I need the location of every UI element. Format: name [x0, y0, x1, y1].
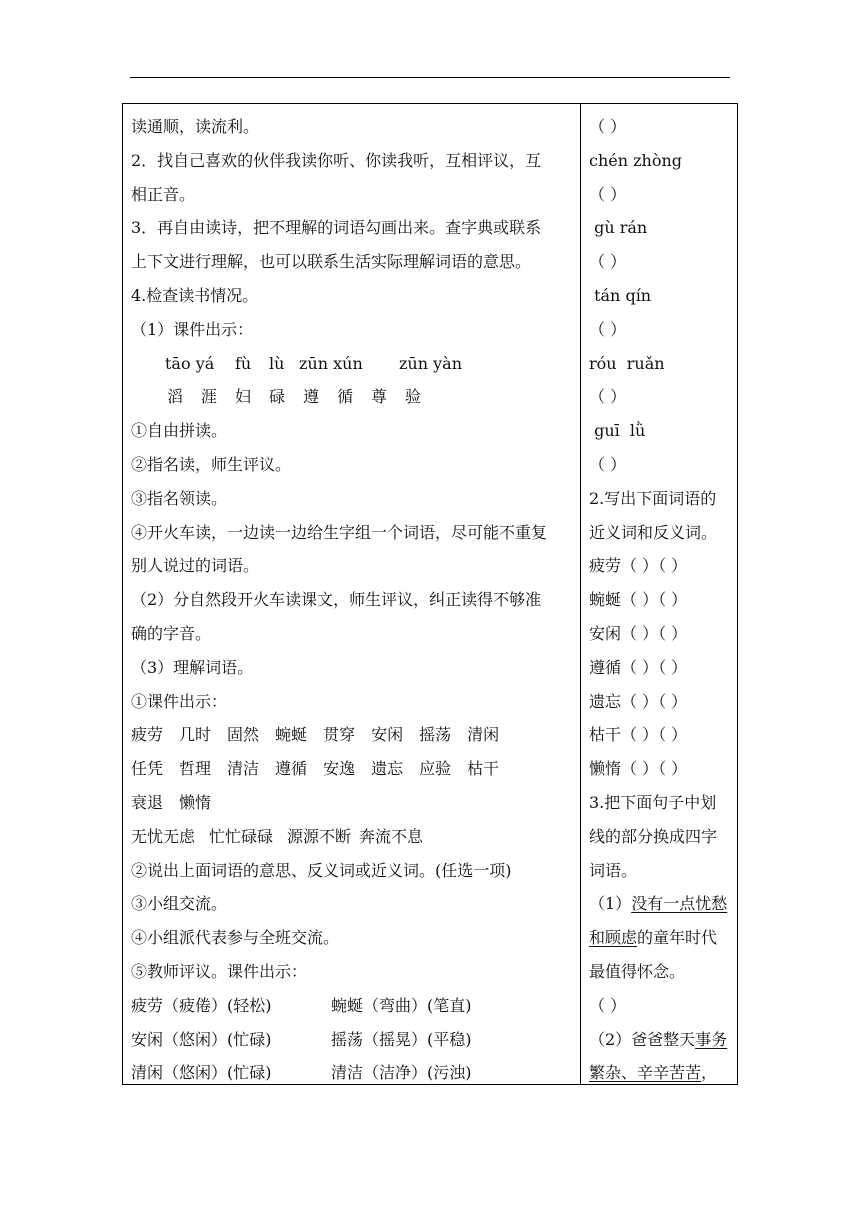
sentence-line — [589, 887, 735, 921]
text-line: ④开火车读，一边读一边给生字组一个词语，尽可能不重复 — [131, 522, 548, 542]
char: 滔 — [167, 387, 184, 407]
underlined-phrase: 没有一点忧愁 — [631, 894, 728, 914]
synonym-blank: 懒惰（ ）（ ） — [589, 759, 688, 779]
idiom-row — [131, 820, 575, 854]
pinyin-prompt: róu ruǎn — [589, 353, 665, 373]
underlined-phrase: 事务 — [695, 1029, 728, 1049]
word: 安逸 — [323, 759, 356, 779]
sentence-text: 的童年时代 — [637, 928, 718, 948]
pinyin-prompt: gù rán — [589, 218, 648, 238]
character-row — [131, 380, 575, 414]
char: 遵 — [303, 387, 320, 407]
char: 尊 — [371, 387, 388, 407]
sentence-line: 最值得怀念。 — [589, 961, 686, 981]
char: 碌 — [269, 387, 286, 407]
synonym-pair-row — [131, 1023, 575, 1057]
text-line: 3．再自由读诗，把不理解的词语勾画出来。查字典或联系 — [131, 218, 542, 238]
word: 遗忘 — [371, 759, 404, 779]
text-line: ⑤教师评议。课件出示： — [131, 961, 308, 981]
idiom: 无忧无虑 — [131, 826, 196, 846]
synonym-blank: 安闲（ ）（ ） — [589, 623, 688, 643]
word-row — [131, 718, 575, 752]
pinyin: fù — [235, 353, 252, 373]
word: 蜿蜒 — [275, 725, 308, 745]
word: 几时 — [179, 725, 212, 745]
word: 摇荡 — [419, 725, 452, 745]
word: 遵循 — [275, 759, 308, 779]
answer-blank: （ ） — [589, 184, 627, 204]
text-line: 相正音。 — [131, 184, 196, 204]
text-line: ①课件出示： — [131, 691, 228, 711]
answer-blank: （ ） — [589, 252, 627, 272]
word: 哲理 — [179, 759, 212, 779]
question-text: 2.写出下面词语的 — [589, 488, 717, 508]
pinyin-prompt: guī lǜ — [589, 421, 646, 441]
answer-blank: （ ） — [589, 454, 627, 474]
char: 循 — [337, 387, 354, 407]
char: 涯 — [201, 387, 218, 407]
header-rule — [130, 77, 730, 78]
word: 清洁 — [227, 759, 260, 779]
text-line: ④小组派代表参与全班交流。 — [131, 928, 340, 948]
text-line: ③指名领读。 — [131, 488, 228, 508]
word-row — [131, 786, 575, 820]
word: 固然 — [227, 725, 260, 745]
text-line: （1）课件出示： — [131, 319, 254, 339]
synonym-blank: 枯干（ ）（ ） — [589, 725, 688, 745]
pinyin-prompt: tán qín — [589, 285, 652, 305]
text-line: 读通顺，读流利。 — [131, 117, 260, 136]
synonym-pair-row — [131, 1056, 575, 1090]
synonym-blank: 遵循（ ）（ ） — [589, 657, 688, 677]
pinyin-prompt: chén zhòng — [589, 150, 683, 170]
word: 应验 — [419, 759, 452, 779]
sentence-prefix: （1） — [589, 894, 632, 914]
text-line: 确的字音。 — [131, 623, 212, 643]
text-line: 上下文进行理解，也可以联系生活实际理解词语的意思。 — [131, 252, 532, 272]
sentence-line — [589, 1023, 735, 1057]
word: 懒惰 — [179, 792, 212, 812]
answer-blank: （ ） — [589, 117, 627, 136]
exercise-column — [589, 110, 735, 1090]
text-line: （2）分自然段开火车读课文，师生评议，纠正读得不够准 — [131, 590, 542, 610]
pair-item: 安闲（悠闲）(忙碌) — [131, 1029, 272, 1049]
synonym-blank: 遗忘（ ）（ ） — [589, 691, 688, 711]
text-line: ③小组交流。 — [131, 894, 228, 914]
answer-blank: （ ） — [589, 319, 627, 339]
pinyin: lù — [269, 353, 285, 373]
pair-item: 摇荡（摇晃）(平稳) — [331, 1029, 472, 1049]
pair-item: 清洁（洁净）(污浊) — [331, 1063, 472, 1083]
text-line: ②指名读，师生评议。 — [131, 454, 292, 474]
text-line: ①自由拼读。 — [131, 421, 228, 441]
pair-item: 清闲（悠闲）(忙碌) — [131, 1063, 272, 1083]
underlined-phrase: 和顾虑 — [589, 928, 638, 948]
answer-blank: （ ） — [589, 387, 627, 407]
word: 安闲 — [371, 725, 404, 745]
sentence-line — [589, 921, 735, 955]
synonym-blank: 疲劳（ ）（ ） — [589, 556, 688, 576]
question-text: 3.把下面句子中划 — [589, 792, 717, 812]
text-line: 别人说过的词语。 — [131, 556, 260, 576]
synonym-blank: 蜿蜒（ ）（ ） — [589, 590, 688, 610]
column-divider — [580, 104, 581, 1084]
text-line: 4.检查读书情况。 — [131, 285, 259, 305]
char: 妇 — [235, 387, 252, 407]
pair-item: 蜿蜒（弯曲）(笔直) — [331, 995, 472, 1015]
pinyin-row — [131, 347, 575, 381]
idiom: 源源不断 — [287, 826, 352, 846]
question-text: 近义词和反义词。 — [589, 522, 718, 542]
sentence-text: ， — [701, 1063, 718, 1083]
word: 衰退 — [131, 792, 164, 812]
synonym-pair-row — [131, 989, 575, 1023]
sentence-line — [589, 1056, 735, 1090]
pinyin: tāo yá — [165, 353, 215, 373]
text-line: ②说出上面词语的意思、反义词或近义词。(任选一项) — [131, 860, 512, 880]
word: 枯干 — [467, 759, 500, 779]
underlined-phrase: 繁杂、辛辛苦苦 — [589, 1063, 702, 1083]
word: 任凭 — [131, 759, 164, 779]
text-line: （3）理解词语。 — [131, 657, 254, 677]
word-row — [131, 752, 575, 786]
answer-blank: （ ） — [589, 995, 627, 1015]
pinyin: zūn xún — [299, 353, 363, 373]
char: 验 — [405, 387, 422, 407]
pair-item: 疲劳（疲倦）(轻松) — [131, 995, 272, 1015]
lesson-table — [122, 103, 738, 1085]
word: 清闲 — [467, 725, 500, 745]
text-line: 2．找自己喜欢的伙伴我读你听、你读我听，互相评议，互 — [131, 150, 542, 170]
word: 疲劳 — [131, 725, 164, 745]
teaching-process-column — [131, 110, 575, 1090]
word: 贯穿 — [323, 725, 356, 745]
sentence-prefix: （2）爸爸整天 — [589, 1029, 696, 1049]
idiom: 忙忙碌碌 — [209, 826, 274, 846]
question-text: 词语。 — [589, 860, 638, 880]
idiom: 奔流不息 — [359, 826, 424, 846]
pinyin: zūn yàn — [399, 353, 463, 373]
question-text: 线的部分换成四字 — [589, 826, 718, 846]
